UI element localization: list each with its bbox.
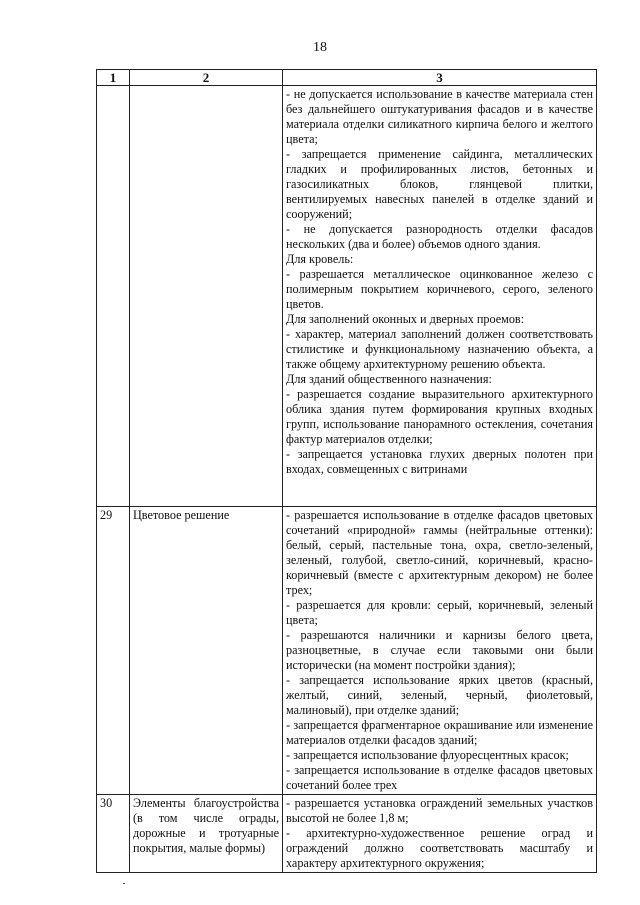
page-number: 18 bbox=[313, 40, 327, 55]
row-name-cell: Цветовое решение bbox=[130, 507, 283, 795]
paragraph: - разрешается использование в отделке фасадов цветовых сочетаний «природной» гаммы (нейтральные оттенки): белый, серый, пастельные тона, охра, светло-зеленый, зеленый, голубой, светло-синий, коричневый, красно-коричневый (вместе с архитектурным декором) не более трех; bbox=[286, 508, 593, 597]
table-row-30 bbox=[97, 795, 597, 873]
paragraph: - разрешаются наличники и карнизы белого цвета, разноцветные, в случае если таковыми они были исторически (на момент постройки здания); bbox=[286, 628, 593, 672]
paragraph: - запрещается использование в отделке фасадов цветовых сочетаний более трех bbox=[286, 763, 593, 792]
header-col-3: 3 bbox=[283, 70, 597, 86]
header-row bbox=[97, 70, 597, 86]
row-number-cell: 30 bbox=[97, 795, 130, 873]
paragraph: - запрещается использование ярких цветов (красный, желтый, синий, зеленый, черный, фиолетовый, малиновый), при отделке зданий; bbox=[286, 673, 593, 717]
paragraph: - разрешается создание выразительного архитектурного облика здания путем формирования крупных входных групп, использование панорамного остекления, сочетания фактур материалов отделки; bbox=[286, 387, 593, 446]
paragraph: Для заполнений оконных и дверных проемов: bbox=[286, 312, 525, 326]
table-row-29 bbox=[97, 507, 597, 795]
paragraph: - не допускается использование в качестве материала стен без дальнейшего оштукатуривания фасадов и в качестве материала отделки силикатного кирпича белого и желтого цвета; bbox=[286, 87, 593, 146]
row-content-cell bbox=[283, 795, 597, 873]
row-number-cell: 29 bbox=[97, 507, 130, 795]
row-number-cell bbox=[97, 86, 130, 507]
paragraph: - запрещается фрагментарное окрашивание или изменение материалов отделки фасадов зданий; bbox=[286, 718, 593, 747]
row-content-cell bbox=[283, 86, 597, 507]
paragraph: Для зданий общественного назначения: bbox=[286, 372, 492, 386]
paragraph: - запрещается применение сайдинга, металлических гладких и профилированных листов, бетонных и газосиликатных блоков, глянцевой плитки, вентилируемых навесных панелей в отделке зданий и сооружений; bbox=[286, 147, 593, 221]
header-col-2: 2 bbox=[130, 70, 283, 86]
paragraph: - архитектурно-художественное решение оград и ограждений должно соответствовать масштабу и характеру архитектурного окружения; bbox=[286, 826, 593, 870]
paragraph: - запрещается установка глухих дверных полотен при входах, совмещенных с витринами bbox=[286, 447, 593, 476]
paragraph: - запрещается использование флуоресцентных красок; bbox=[286, 748, 569, 762]
header-col-1: 1 bbox=[97, 70, 130, 86]
row-content-cell bbox=[283, 507, 597, 795]
row-name-cell bbox=[130, 86, 283, 507]
table-row-continuation bbox=[97, 86, 597, 507]
paragraph: - не допускается разнородность отделки фасадов нескольких (два и более) объемов одного здания. bbox=[286, 222, 593, 251]
paragraph: - разрешается металлическое оцинкованное железо с полимерным покрытием коричневого, серого, зеленого цветов. bbox=[286, 267, 593, 311]
scan-mark bbox=[123, 883, 125, 884]
paragraph: - разрешается для кровли: серый, коричневый, зеленый цвета; bbox=[286, 598, 593, 627]
paragraph: - разрешается установка ограждений земельных участков высотой не более 1,8 м; bbox=[286, 796, 593, 825]
paragraph: - характер, материал заполнений должен соответствовать стилистике и функциональному назначению объекта, а также общему архитектурному решению объекта. bbox=[286, 327, 593, 371]
paragraph: Для кровель: bbox=[286, 252, 354, 266]
regulations-table bbox=[96, 69, 597, 873]
row-name-cell: Элементы благоустройства (в том числе ограды, дорожные и тротуарные покрытия, малые формы) bbox=[130, 795, 283, 873]
